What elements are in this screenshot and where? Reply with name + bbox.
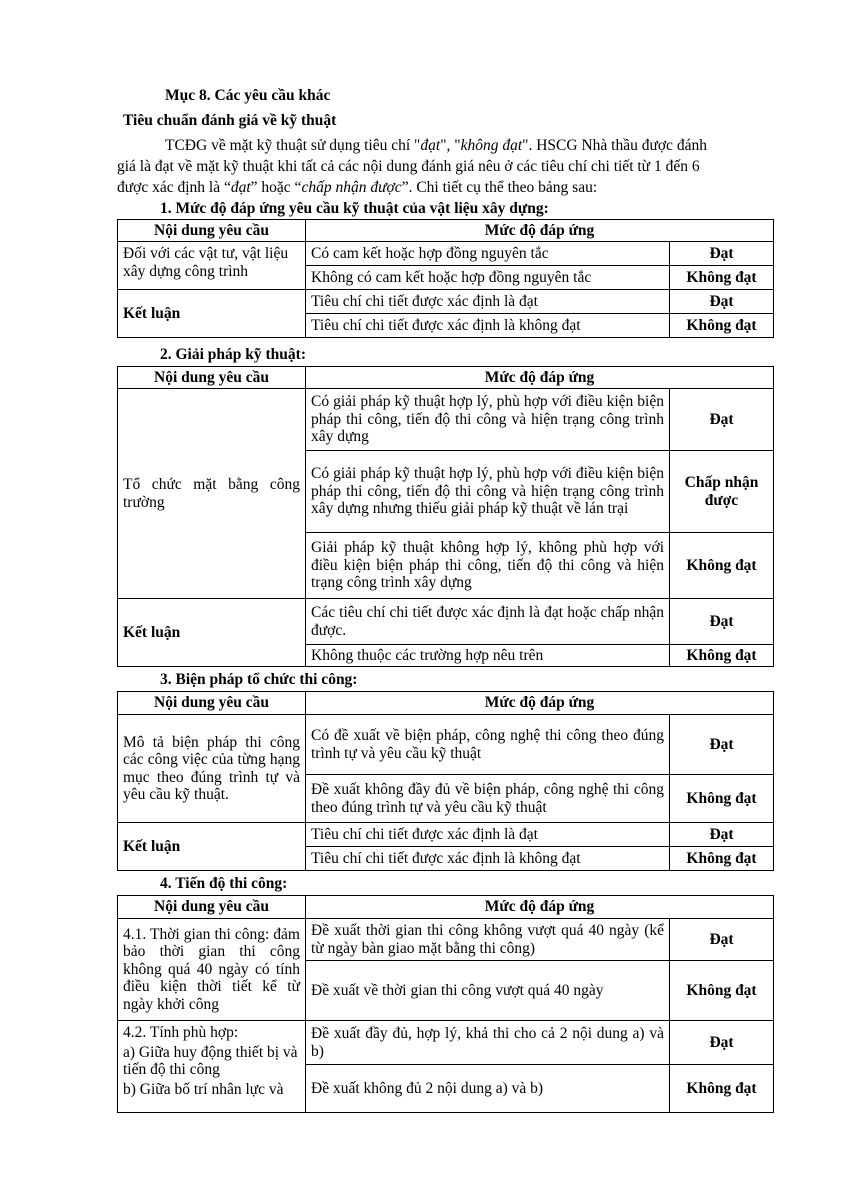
result-cell: Chấp nhận được [670,451,774,533]
conclusion-cell: Kết luận [118,599,306,667]
table-header-row [118,367,774,389]
header-requirement: Nội dung yêu cầu [118,367,306,389]
intro-line-1: TCĐG về mặt kỹ thuật sử dụng tiêu chí "đạt", "không đạt". HSCG Nhà thầu được đánh [165,137,707,154]
table-row [118,389,774,451]
result-cell: Đạt [670,290,774,314]
intro-line-3: được xác định là “đạt” hoặc “chấp nhận được”. Chi tiết cụ thể theo bảng sau: [117,179,598,196]
intro-line-2: giá là đạt về mặt kỹ thuật khi tất cả các nội dung đánh giá nêu ở các tiêu chí chi tiết từ 1 đến 6 [117,158,700,175]
response-cell: Đề xuất không đầy đủ về biện pháp, công nghệ thi công theo đúng trình tự và yêu cầu kỹ thuật [306,775,670,823]
response-cell: Có đề xuất về biện pháp, công nghệ thi công theo đúng trình tự và yêu cầu kỹ thuật [306,715,670,775]
response-cell: Có giải pháp kỹ thuật hợp lý, phù hợp với điều kiện biện pháp thi công, tiến độ thi công và hiện trạng công trình xây dựng nhưng thiếu giải pháp kỹ thuật về lán trại [306,451,670,533]
header-response: Mức độ đáp ứng [306,367,774,389]
result-cell: Đạt [670,389,774,451]
response-cell: Giải pháp kỹ thuật không hợp lý, không phù hợp với điều kiện biện pháp thi công, tiến độ thi công và hiện trạng công trình xây dựng [306,533,670,599]
table-row [118,919,774,961]
table-row [118,715,774,775]
table-row [118,290,774,314]
result-cell: Không đạt [670,645,774,667]
requirement-item-b: b) Giữa bố trí nhân lực và [123,1080,284,1098]
conclusion-cell: Kết luận [118,290,306,338]
header-requirement: Nội dung yêu cầu [118,692,306,715]
result-cell: Không đạt [670,847,774,871]
conclusion-cell: Kết luận [118,823,306,871]
header-response: Mức độ đáp ứng [306,692,774,715]
response-cell: Tiêu chí chi tiết được xác định là đạt [306,290,670,314]
response-cell: Đề xuất không đủ 2 nội dung a) và b) [306,1065,670,1113]
s4-table [117,895,774,1113]
result-cell: Không đạt [670,266,774,290]
response-cell: Tiêu chí chi tiết được xác định là không đạt [306,314,670,338]
response-cell: Không có cam kết hoặc hợp đồng nguyên tắc [306,266,670,290]
result-cell: Không đạt [670,961,774,1021]
result-cell: Không đạt [670,533,774,599]
table-row [118,1021,774,1065]
requirement-heading: 4.2. Tính phù hợp: [123,1024,239,1041]
s3-table [117,691,774,871]
s4-title: 4. Tiến độ thi công: [160,875,288,892]
header-requirement: Nội dung yêu cầu [118,896,306,919]
table-header-row [118,896,774,919]
response-cell: Có cam kết hoặc hợp đồng nguyên tắc [306,242,670,266]
requirement-cell: 4.1. Thời gian thi công: đảm bảo thời gian thi công không quá 40 ngày có tính điều kiện thời tiết kể từ ngày khởi công [118,919,306,1021]
criteria-title: Tiêu chuẩn đánh giá về kỹ thuật [123,112,337,129]
result-cell: Không đạt [670,314,774,338]
result-cell: Đạt [670,823,774,847]
requirement-cell [118,1021,306,1113]
response-cell: Đề xuất về thời gian thi công vượt quá 40 ngày [306,961,670,1021]
s1-title: 1. Mức độ đáp ứng yêu cầu kỹ thuật của vật liệu xây dựng: [160,200,549,217]
response-cell: Đề xuất đầy đủ, hợp lý, khả thi cho cả 2 nội dung a) và b) [306,1021,670,1065]
requirement-cell: Mô tả biện pháp thi công các công việc của từng hạng mục theo đúng trình tự và yêu cầu kỹ thuật. [118,715,306,823]
response-cell: Tiêu chí chi tiết được xác định là đạt [306,823,670,847]
response-cell: Đề xuất thời gian thi công không vượt quá 40 ngày (kể từ ngày bàn giao mặt bằng thi công) [306,919,670,961]
header-response: Mức độ đáp ứng [306,896,774,919]
result-cell: Đạt [670,919,774,961]
table-header-row [118,220,774,242]
table-header-row [118,692,774,715]
section-title: Mục 8. Các yêu cầu khác [165,87,331,104]
s2-table [117,366,774,667]
requirement-item-a: a) Giữa huy động thiết bị và tiến độ thi công [123,1043,298,1078]
result-cell: Đạt [670,1021,774,1065]
s3-title: 3. Biện pháp tổ chức thi công: [160,671,358,688]
s2-title: 2. Giải pháp kỹ thuật: [160,346,307,363]
result-cell: Đạt [670,242,774,266]
result-cell: Đạt [670,599,774,645]
header-requirement: Nội dung yêu cầu [118,220,306,242]
table-row [118,599,774,645]
result-cell: Không đạt [670,1065,774,1113]
table-row [118,823,774,847]
response-cell: Tiêu chí chi tiết được xác định là không đạt [306,847,670,871]
response-cell: Có giải pháp kỹ thuật hợp lý, phù hợp với điều kiện biện pháp thi công, tiến độ thi công và hiện trạng công trình xây dựng [306,389,670,451]
requirement-cell: Tổ chức mặt bằng công trường [118,389,306,599]
requirement-cell: Đối với các vật tư, vật liệu xây dựng công trình [118,242,306,290]
response-cell: Không thuộc các trường hợp nêu trên [306,645,670,667]
header-response: Mức độ đáp ứng [306,220,774,242]
s1-table [117,219,774,338]
table-row [118,242,774,266]
response-cell: Các tiêu chí chi tiết được xác định là đạt hoặc chấp nhận được. [306,599,670,645]
result-cell: Không đạt [670,775,774,823]
result-cell: Đạt [670,715,774,775]
